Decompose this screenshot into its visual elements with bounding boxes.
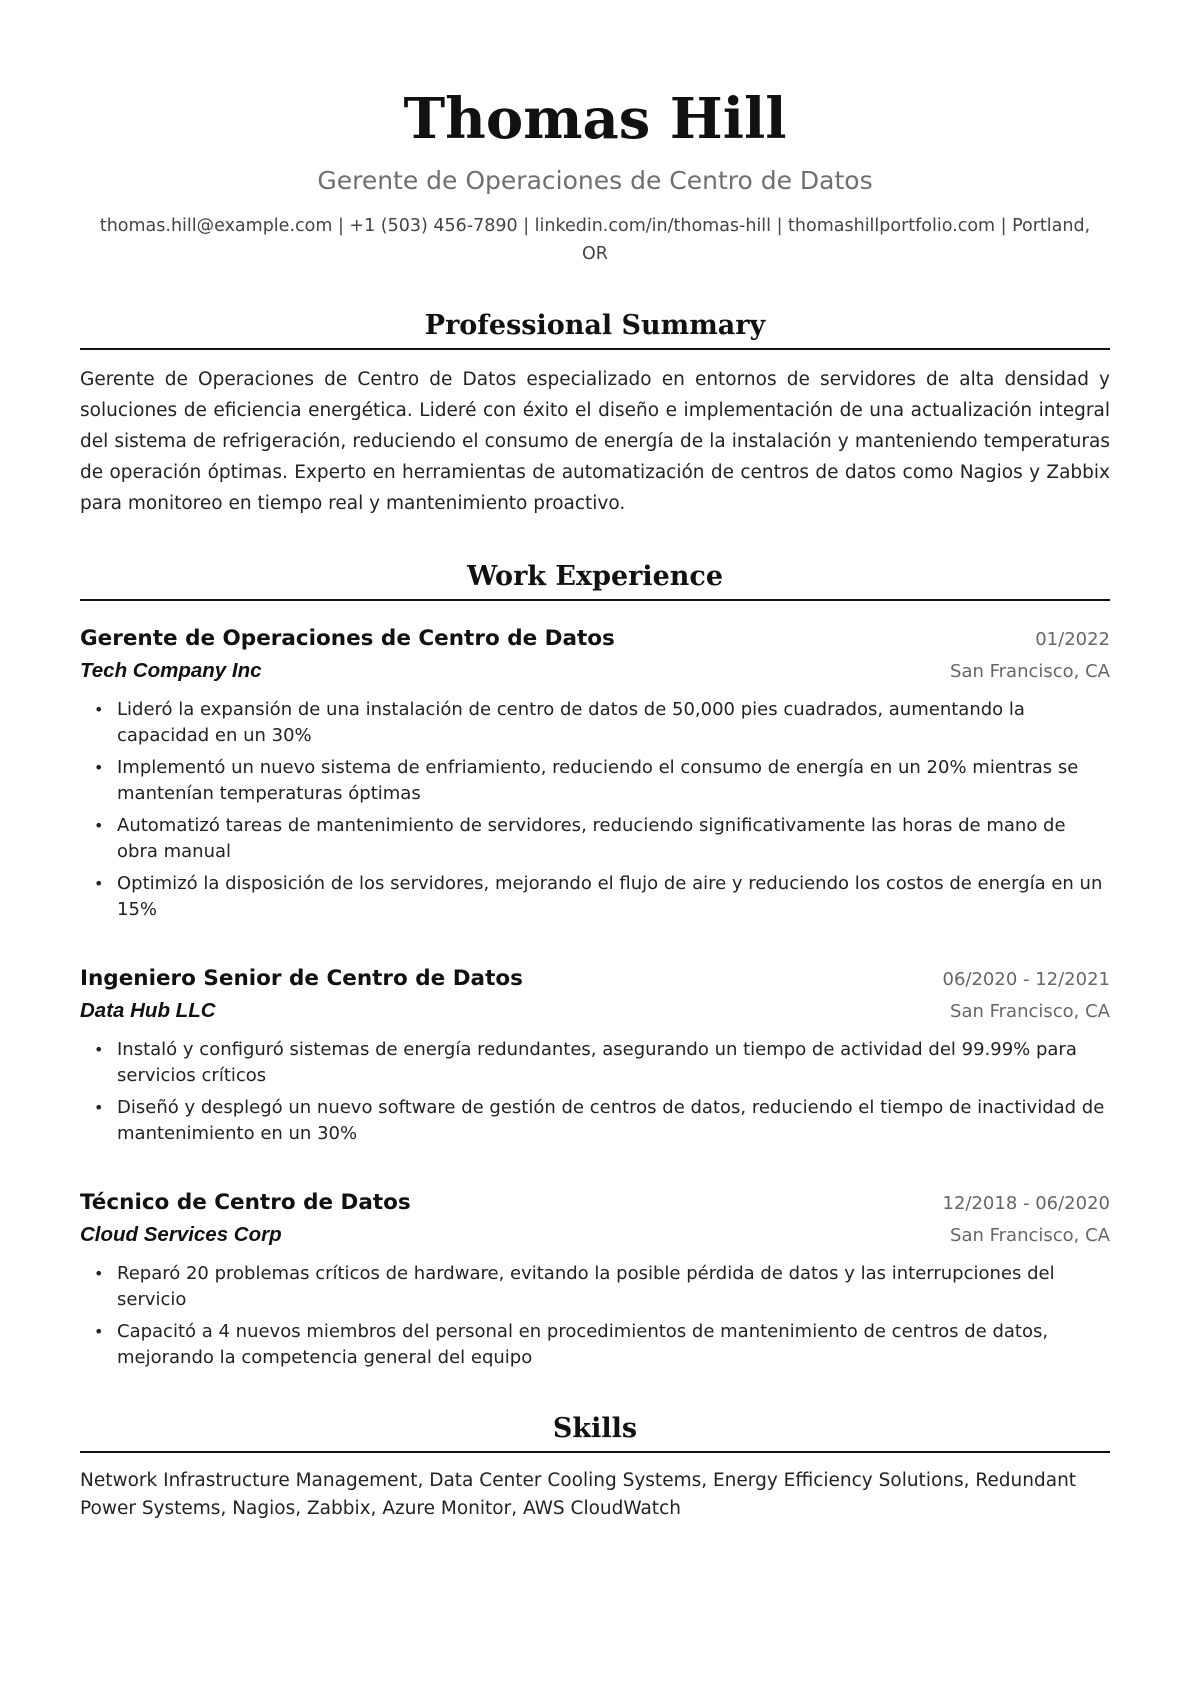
candidate-headline: Gerente de Operaciones de Centro de Datos xyxy=(317,166,873,195)
bullet-icon: • xyxy=(94,700,104,719)
job-company: Data Hub LLC xyxy=(80,999,216,1022)
job-bullet xyxy=(80,697,1110,749)
job-date: 12/2018 - 06/2020 xyxy=(942,1193,1110,1214)
bullet-icon: • xyxy=(94,1264,104,1283)
bullet-text: Optimizó la disposición de los servidores, mejorando el flujo de aire y reduciendo los costos de energía en un 15% xyxy=(117,873,1103,920)
section-title-skills: Skills xyxy=(80,1411,1110,1453)
job-company-row xyxy=(80,1220,1110,1251)
bullet-text: Lideró la expansión de una instalación de centro de datos de 50,000 pies cuadrados, aumentando la capacidad en un 30% xyxy=(117,699,1025,746)
job-company-row xyxy=(80,656,1110,687)
section-title-experience: Work Experience xyxy=(80,559,1110,601)
resume-page xyxy=(80,80,1110,1523)
job-title: Técnico de Centro de Datos xyxy=(80,1190,411,1215)
job-bullet xyxy=(80,1261,1110,1313)
job-company-row xyxy=(80,996,1110,1027)
job-entry xyxy=(80,963,1110,1147)
job-bullet xyxy=(80,755,1110,807)
job-title: Ingeniero Senior de Centro de Datos xyxy=(80,966,523,991)
job-bullet xyxy=(80,1319,1110,1371)
job-entry xyxy=(80,623,1110,923)
bullet-icon: • xyxy=(94,874,104,893)
bullet-icon: • xyxy=(94,816,104,835)
job-title: Gerente de Operaciones de Centro de Datos xyxy=(80,626,615,651)
job-date: 01/2022 xyxy=(1035,629,1110,650)
candidate-name: Thomas Hill xyxy=(403,86,787,152)
summary-section xyxy=(80,308,1110,519)
job-location: San Francisco, CA xyxy=(950,661,1110,682)
bullet-icon: • xyxy=(94,758,104,777)
bullet-text: Implementó un nuevo sistema de enfriamiento, reduciendo el consumo de energía en un 20% mientras se mantenían temperaturas óptimas xyxy=(117,757,1079,804)
job-date: 06/2020 - 12/2021 xyxy=(942,969,1110,990)
job-bullet xyxy=(80,871,1110,923)
bullet-text: Automatizó tareas de mantenimiento de servidores, reduciendo significativamente las horas de mano de obra manual xyxy=(117,815,1066,862)
job-bullet xyxy=(80,1037,1110,1089)
job-header-row xyxy=(80,963,1110,996)
job-header-row xyxy=(80,1187,1110,1220)
job-entry xyxy=(80,1187,1110,1371)
bullet-icon: • xyxy=(94,1098,104,1117)
job-bullets xyxy=(80,1037,1110,1147)
job-bullets xyxy=(80,697,1110,923)
job-header-row xyxy=(80,623,1110,656)
job-location: San Francisco, CA xyxy=(950,1001,1110,1022)
contact-info: thomas.hill@example.com | +1 (503) 456-7890 | linkedin.com/in/thomas-hill | thomashillportfolio.com | Portland, OR xyxy=(99,216,1091,264)
bullet-text: Capacitó a 4 nuevos miembros del personal en procedimientos de mantenimiento de centros de datos, mejorando la competencia general del equipo xyxy=(117,1321,1049,1368)
skills-section xyxy=(80,1411,1110,1523)
section-title-summary: Professional Summary xyxy=(80,308,1110,350)
job-bullets xyxy=(80,1261,1110,1371)
bullet-text: Reparó 20 problemas críticos de hardware, evitando la posible pérdida de datos y las interrupciones del servicio xyxy=(117,1263,1055,1310)
bullet-text: Diseñó y desplegó un nuevo software de gestión de centros de datos, reduciendo el tiempo de inactividad de mantenimiento en un 30% xyxy=(117,1097,1105,1144)
bullet-icon: • xyxy=(94,1322,104,1341)
summary-text: Gerente de Operaciones de Centro de Datos especializado en entornos de servidores de alta densidad y soluciones de eficiencia energética. Lideré con éxito el diseño e implementación de una actualización integral del sistema de refrigeración, reduciendo el consumo de energía de la instalación y manteniendo temperaturas de operación óptimas. Experto en herramientas de automatización de centros de datos como Nagios y Zabbix para monitoreo en tiempo real y mantenimiento proactivo. xyxy=(80,369,1110,514)
job-bullet xyxy=(80,813,1110,865)
job-location: San Francisco, CA xyxy=(950,1225,1110,1246)
skills-text: Network Infrastructure Management, Data Center Cooling Systems, Energy Efficiency Solutions, Redundant Power Systems, Nagios, Zabbix, Azure Monitor, AWS CloudWatch xyxy=(80,1470,1077,1519)
experience-section xyxy=(80,559,1110,1371)
job-company: Tech Company Inc xyxy=(80,659,262,682)
job-company: Cloud Services Corp xyxy=(80,1223,282,1246)
bullet-icon: • xyxy=(94,1040,104,1059)
bullet-text: Instaló y configuró sistemas de energía redundantes, asegurando un tiempo de actividad del 99.99% para servicios críticos xyxy=(117,1039,1077,1086)
job-bullet xyxy=(80,1095,1110,1147)
